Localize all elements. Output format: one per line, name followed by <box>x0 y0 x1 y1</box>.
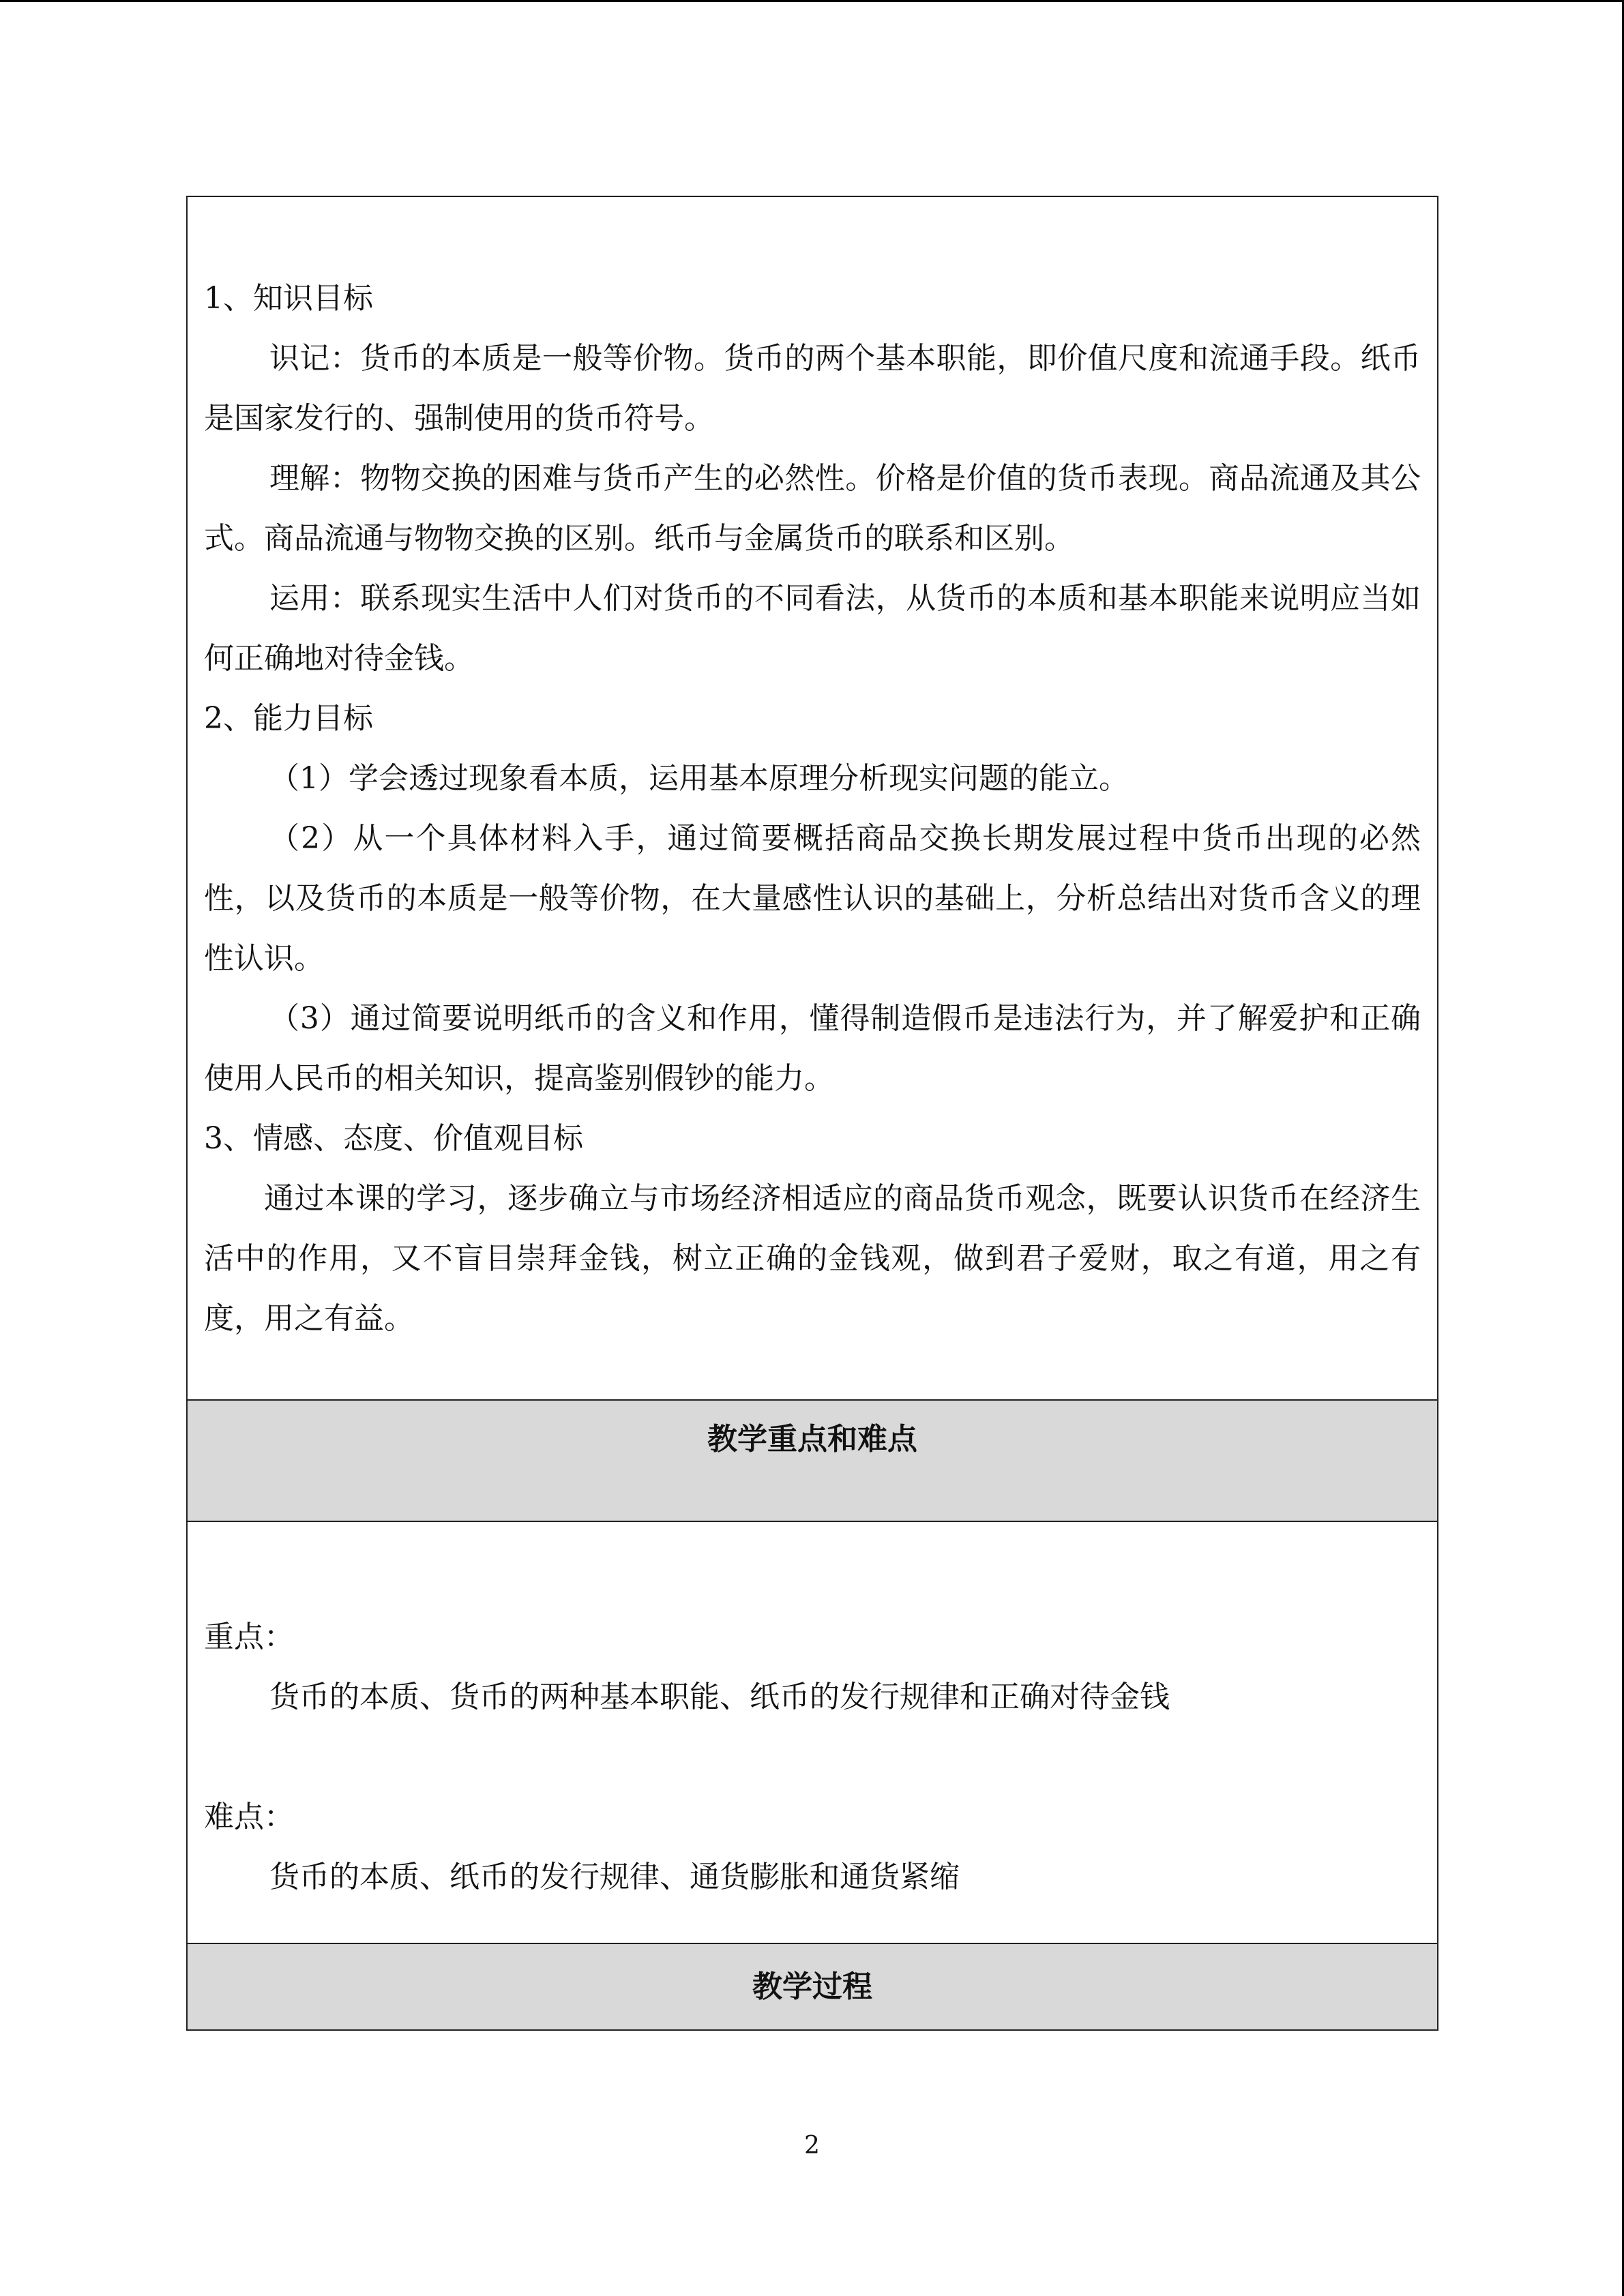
apply-paragraph: 运用：联系现实生活中人们对货币的不同看法，从货币的本质和基本职能来说明应当如何正确地对待金钱。 <box>204 581 1421 676</box>
key-point-label: 重点： <box>204 1620 294 1654</box>
emotion-paragraph: 通过本课的学习，逐步确立与市场经济相适应的商品货币观念，既要认识货币在经济生活中的作用，又不盲目崇拜金钱，树立正确的金钱观，做到君子爱财，取之有道，用之有度，用之有益。 <box>204 1181 1421 1336</box>
memorize-paragraph: 识记：货币的本质是一般等价物。货币的两个基本职能，即价值尺度和流通手段。纸币是国家发行的、强制使用的货币符号。 <box>204 341 1421 436</box>
page-number: 2 <box>804 2132 820 2160</box>
page-edge-top <box>0 0 1624 2</box>
difficult-point-label: 难点： <box>204 1800 294 1834</box>
objectives-cell <box>188 197 1437 1401</box>
spacer <box>204 1727 1421 1787</box>
keypoints-cell <box>188 1522 1437 1944</box>
ability-item-2: （2）从一个具体材料入手，通过简要概括商品交换长期发展过程中货币出现的必然性，以及货币的本质是一般等价物，在大量感性认识的基础上，分析总结出对货币含义的理性认识。 <box>204 821 1421 976</box>
emotion-objective-heading: 3、情感、态度、价值观目标 <box>204 1121 583 1156</box>
process-section-header: 教学过程 <box>188 1944 1437 2029</box>
understand-paragraph: 理解：物物交换的困难与货币产生的必然性。价格是价值的货币表现。商品流通及其公式。商品流通与物物交换的区别。纸币与金属货币的联系和区别。 <box>204 461 1421 556</box>
ability-item-3: （3）通过简要说明纸币的含义和作用，懂得制造假币是违法行为，并了解爱护和正确使用人民币的相关知识，提高鉴别假钞的能力。 <box>204 1001 1421 1096</box>
knowledge-objective-heading: 1、知识目标 <box>204 281 373 316</box>
key-point-text: 货币的本质、货币的两种基本职能、纸币的发行规律和正确对待金钱 <box>269 1680 1170 1714</box>
keypoints-section-header: 教学重点和难点 <box>188 1401 1437 1522</box>
ability-objective-heading: 2、能力目标 <box>204 701 373 736</box>
ability-item-1: （1）学会透过现象看本质，运用基本原理分析现实问题的能立。 <box>269 761 1129 796</box>
difficult-point-text: 货币的本质、纸币的发行规律、通货膨胀和通货紧缩 <box>269 1860 960 1894</box>
lesson-plan-table <box>186 196 1438 2031</box>
